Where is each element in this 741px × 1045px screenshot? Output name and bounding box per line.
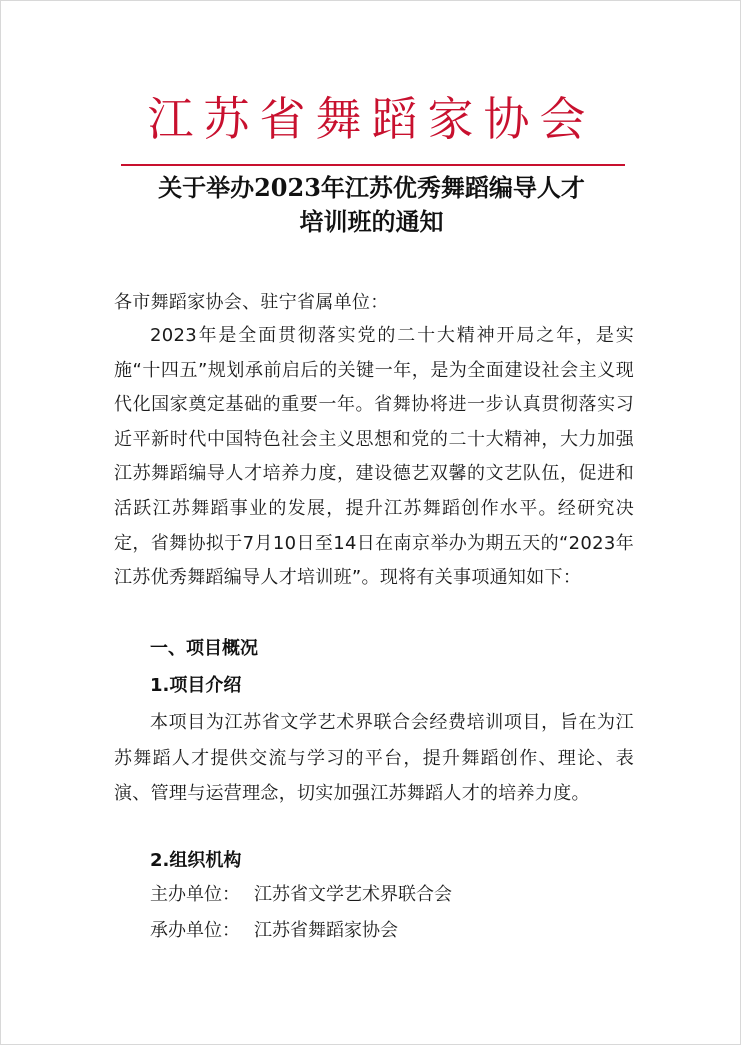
project-intro-heading: 1.项目介绍 [150,675,242,696]
letterhead-red-rule [121,164,625,166]
intro-paragraph: 2023年是全面贯彻落实党的二十大精神开局之年，是实施“十四五”规划承前启后的关键一年，是为全面建设社会主义现代化国家奠定基础的重要一年。省舞协将进一步认真贯彻落实习近平新时代中国特色社会主义思想和党的二十大精神，大力加强江苏舞蹈编导人才培养力度，建设德艺双馨的文艺队伍，促进和活跃江苏舞蹈事业的发展，提升江苏舞蹈创作水平。经研究决定，省舞协拟于7月10日至14日在南京举办为期五天的“2023年江苏优秀舞蹈编导人才培训班”。现将有关事项通知如下： [114,325,634,589]
notice-title [1,171,741,239]
host-unit-row [150,879,452,911]
section1-heading: 一、项目概况 [150,638,258,659]
notice-title-line2: 培训班的通知 [299,207,444,236]
notice-title-line1: 关于举办2023年江苏优秀舞蹈编导人才 [158,173,585,202]
letterhead-org-name: 江苏省舞蹈家协会 [147,92,596,146]
organizer-unit-value: 江苏省舞蹈家协会 [254,920,398,941]
project-intro-paragraph: 本项目为江苏省文学艺术界联合会经费培训项目，旨在为江苏舞蹈人才提供交流与学习的平台，提升舞蹈创作、理论、表演、管理与运营理念，切实加强江苏舞蹈人才的培养力度。 [114,712,634,804]
organizer-unit-row [150,915,398,947]
salutation: 各市舞蹈家协会、驻宁省属单位： [114,292,389,313]
organization-heading: 2.组织机构 [150,850,242,871]
organizer-unit-label: 承办单位： [150,920,240,941]
host-unit-label: 主办单位： [150,884,240,905]
host-unit-value: 江苏省文学艺术界联合会 [254,884,452,905]
